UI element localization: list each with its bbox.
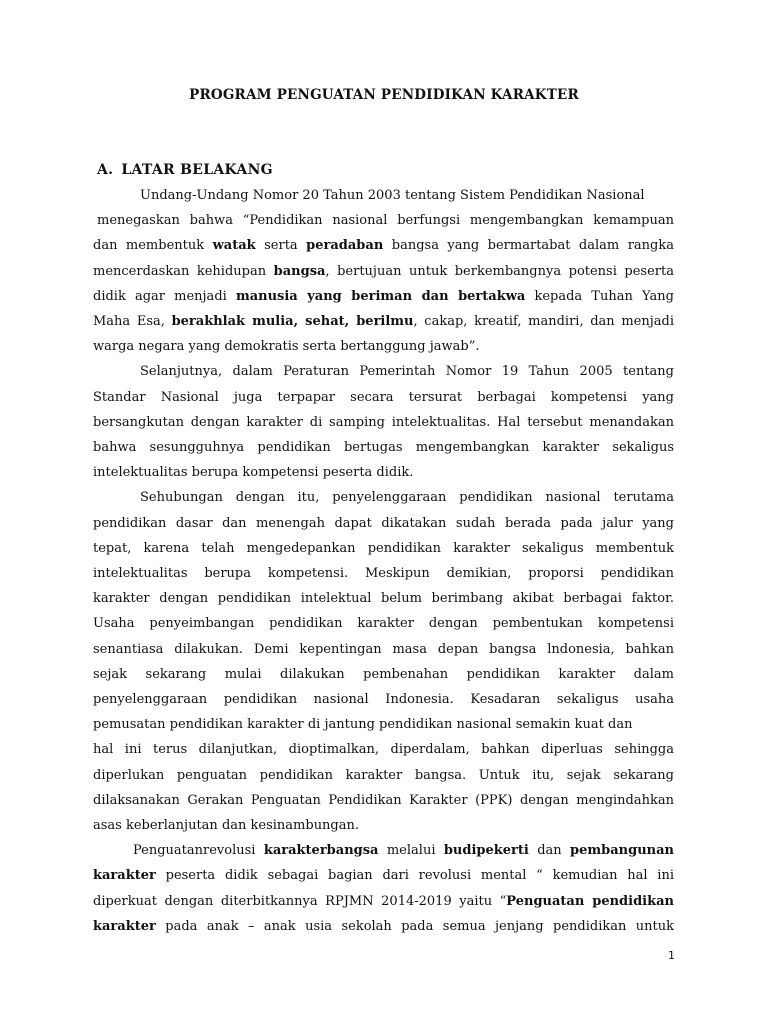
text-run: mencerdaskan kehidupan (93, 263, 274, 279)
section-number: A. (97, 162, 114, 178)
text-run: , cakap, kreatif, mandiri, dan menjadi (413, 314, 674, 329)
text-run: , bertujuan untuk berkembangnya potensi peserta (325, 263, 674, 279)
text-run: didik agar menjadi (93, 288, 236, 304)
section-title: LATAR BELAKANG (121, 162, 273, 178)
text-run: kepada Tuhan Yang (525, 288, 674, 304)
body-line (133, 841, 674, 861)
body-line (93, 564, 674, 584)
body-line (93, 892, 674, 912)
text-run: Selanjutnya, dalam Peraturan Pemerintah Nomor 19 Tahun 2005 tentang (140, 364, 674, 380)
body-line (93, 816, 674, 836)
body-line (93, 438, 674, 458)
body-line (93, 791, 674, 811)
text-run: pemusatan pendidikan karakter di jantung pendidikan nasional semakin kuat dan (93, 717, 633, 733)
text-run: hal ini terus dilanjutkan, dioptimalkan, diperdalam, bahkan diperluas sehingga (93, 742, 674, 758)
bold-text: watak (212, 238, 256, 254)
body-line (93, 262, 674, 282)
text-run: karakter dengan pendidikan intelektual belum berimbang akibat berbagai faktor. (93, 591, 674, 607)
text-run: Undang-Undang Nomor 20 Tahun 2003 tentang Sistem Pendidikan Nasional (140, 188, 645, 203)
body-line (93, 640, 674, 660)
body-line (93, 740, 674, 760)
bold-text: manusia yang beriman dan bertakwa (235, 288, 526, 304)
body-line (93, 614, 674, 634)
text-run: dilaksanakan Gerakan Penguatan Pendidikan Karakter (PPK) dengan mengindahkan (93, 792, 674, 808)
text-run: tepat, karena telah mengedepankan pendidikan karakter sekaligus membentuk (93, 540, 674, 556)
text-run: pada anak – anak usia sekolah pada semua jenjang pendidikan untuk (155, 918, 674, 934)
bold-text: karakter (93, 868, 156, 884)
body-line (93, 589, 674, 609)
text-run: peserta didik sebagai bagian dari revolusi mental “ kemudian hal ini (155, 868, 674, 884)
page-number: 1 (668, 949, 675, 962)
body-line (93, 388, 674, 408)
body-line (93, 917, 674, 937)
body-line (93, 413, 674, 433)
body-line (93, 715, 674, 735)
body-line (93, 337, 674, 357)
text-run: pendidikan dasar dan menengah dapat dikatakan sudah berada pada jalur yang (93, 515, 674, 531)
body-line (140, 362, 674, 382)
text-run: dan (528, 843, 571, 859)
body-line (93, 463, 674, 483)
text-run: serta (255, 238, 307, 254)
text-run: Maha Esa, (93, 314, 172, 329)
body-line (93, 312, 674, 332)
text-run: penyelenggaraan pendidikan nasional Indonesia. Kesadaran sekaligus usaha (93, 692, 674, 707)
text-run: asas keberlanjutan dan kesinambungan. (93, 818, 360, 833)
body-line (93, 287, 674, 307)
text-run: sejak sekarang mulai dilakukan pembenahan pendidikan karakter dalam (93, 666, 674, 682)
bold-text: karakter (93, 918, 156, 934)
text-run: diperlukan penguatan pendidikan karakter bangsa. Untuk itu, sejak sekarang (93, 767, 674, 783)
body-line (93, 866, 674, 886)
body-line (93, 766, 674, 786)
document-title: PROGRAM PENGUATAN PENDIDIKAN KARAKTER (189, 87, 579, 103)
text-run: bahwa sesungguhnya pendidikan bertugas mengembangkan karakter sekaligus (93, 440, 674, 455)
body-line (93, 665, 674, 685)
text-run: diperkuat dengan diterbitkannya RPJMN 2014-2019 yaitu “ (93, 893, 507, 909)
bold-text: Penguatan pendidikan (506, 893, 674, 909)
text-run: warga negara yang demokratis serta bertanggung jawab”. (93, 339, 480, 355)
bold-text: budipekerti (443, 843, 529, 859)
section-heading (97, 162, 273, 178)
body-line (140, 186, 674, 206)
bold-text: peradaban (306, 238, 384, 254)
text-run: melalui (378, 843, 444, 859)
body-line (93, 539, 674, 559)
text-run: Usaha penyeimbangan pendidikan karakter dengan pembentukan kompetensi (93, 616, 674, 632)
text-run: senantiasa dilakukan. Demi kepentingan masa depan bangsa lndonesia, bahkan (93, 641, 674, 657)
body-line (140, 488, 674, 508)
bold-text: bangsa (273, 263, 326, 279)
bold-text: berakhlak mulia, sehat, berilmu (171, 314, 414, 329)
text-run: dan membentuk (93, 238, 213, 254)
body-line (93, 514, 674, 534)
text-run: bersangkutan dengan karakter di samping intelektualitas. Hal tersebut menandakan (93, 414, 674, 430)
body-line (93, 236, 674, 256)
text-run: menegaskan bahwa “Pendidikan nasional berfungsi mengembangkan kemampuan (97, 213, 674, 229)
text-run: bangsa yang bermartabat dalam rangka (383, 238, 674, 254)
bold-text: pembangunan (570, 843, 674, 859)
text-run: intelektualitas berupa kompetensi peserta didik. (93, 465, 414, 481)
text-run: Standar Nasional juga terpapar secara tersurat berbagai kompetensi yang (93, 389, 674, 405)
text-run: intelektualitas berupa kompetensi. Meskipun demikian, proporsi pendidikan (93, 566, 674, 581)
text-run: Sehubungan dengan itu, penyelenggaraan pendidikan nasional terutama (140, 490, 674, 506)
bold-text: karakterbangsa (263, 843, 379, 859)
body-line (93, 690, 674, 710)
body-line (97, 211, 674, 231)
text-run: Penguatanrevolusi (133, 843, 264, 859)
